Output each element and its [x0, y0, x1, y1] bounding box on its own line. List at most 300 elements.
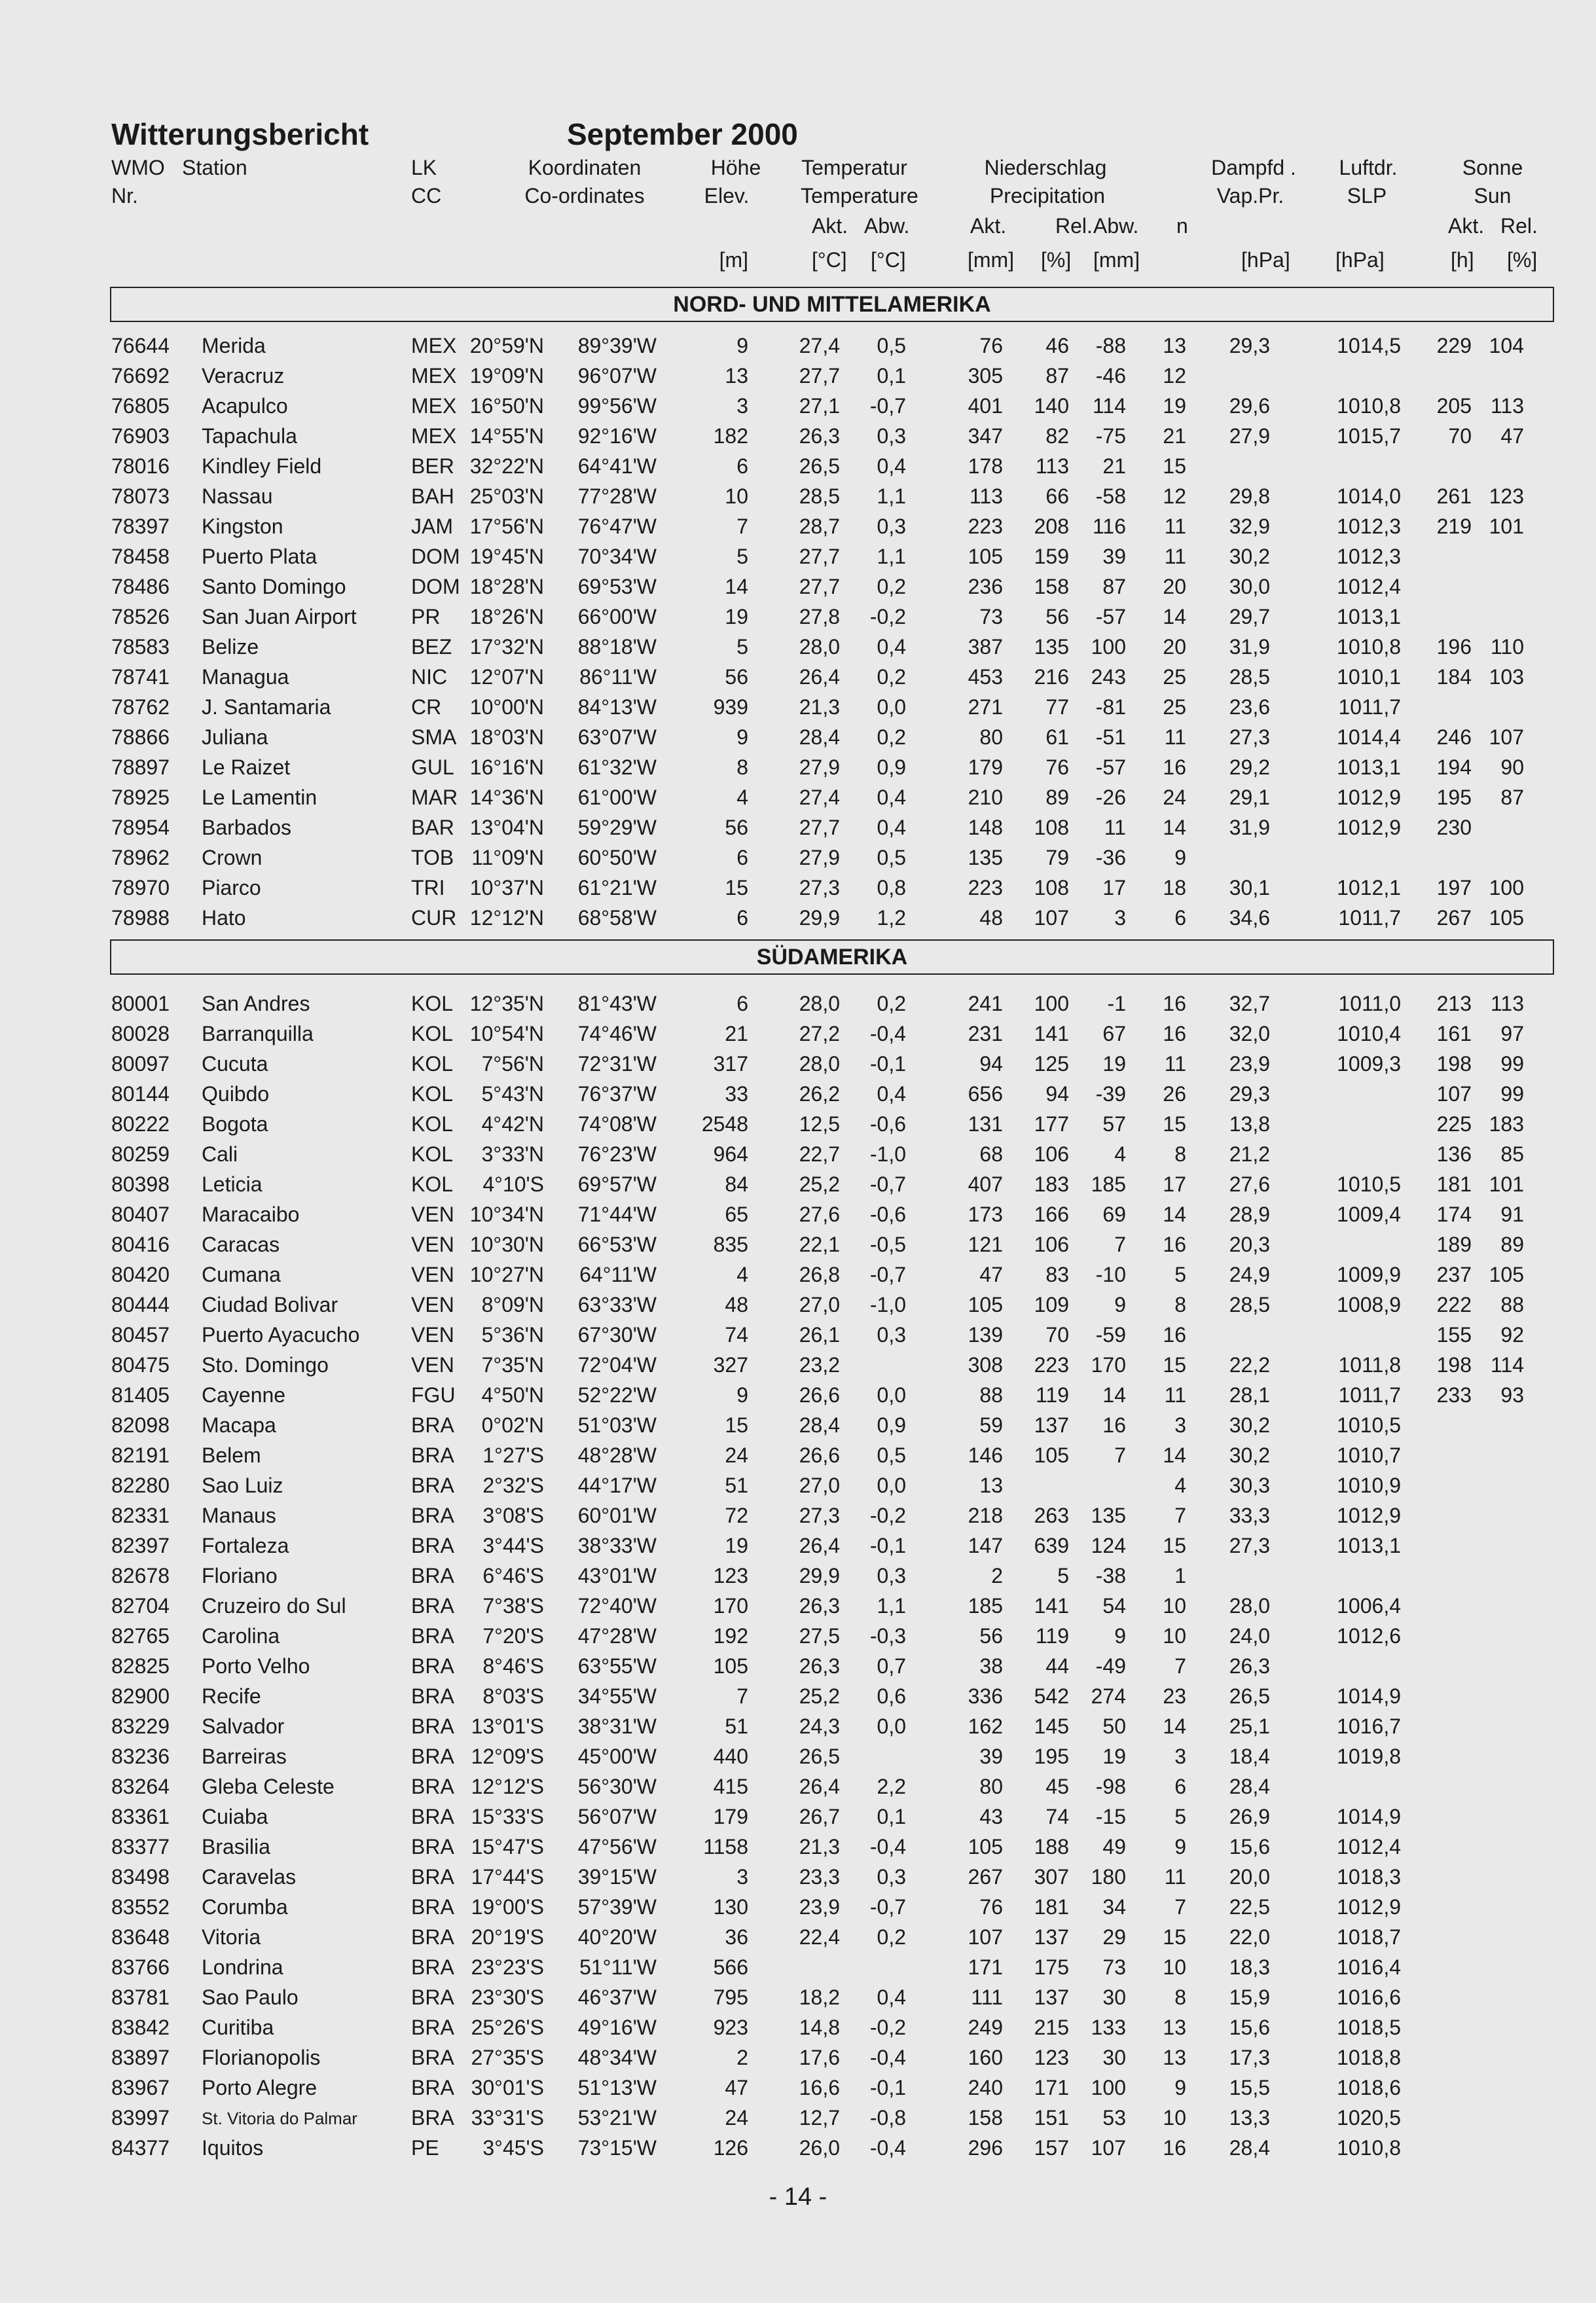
latitude: 1°27'S — [482, 1443, 544, 1467]
temp-mean: 27,9 — [799, 846, 840, 869]
sunshine-rel: 105 — [1489, 906, 1524, 930]
country-code: BRA — [411, 1594, 454, 1618]
precip-amount: 223 — [968, 876, 1003, 899]
latitude: 7°38'S — [482, 1594, 544, 1618]
country-code: CUR — [411, 906, 457, 930]
precip-amount: 656 — [968, 1082, 1003, 1106]
precip-rel: 140 — [1034, 394, 1069, 418]
temp-dev: 0,0 — [877, 1474, 906, 1497]
precip-dev: 14 — [1102, 1383, 1126, 1407]
longitude: 88°18'W — [577, 635, 657, 659]
sea-level-pressure: 1018,5 — [1337, 2016, 1401, 2039]
station-name: Cruzeiro do Sul — [202, 1594, 346, 1618]
precip-days: 6 — [1174, 1775, 1186, 1798]
hdr-h: [h] — [1451, 248, 1474, 272]
temp-dev: 0,5 — [877, 846, 906, 869]
precip-amount: 407 — [968, 1172, 1003, 1196]
precip-amount: 59 — [979, 1413, 1003, 1437]
country-code: SMA — [411, 725, 457, 749]
latitude: 3°44'S — [482, 1534, 544, 1557]
sunshine-rel: 101 — [1489, 515, 1524, 538]
table-row — [0, 1505, 1596, 1535]
wmo-nr: 82191 — [111, 1443, 170, 1467]
vapour-pressure: 29,3 — [1229, 334, 1270, 357]
temp-dev: -0,2 — [869, 1504, 906, 1527]
hdr-sun-rel: Rel. — [1500, 214, 1538, 238]
country-code: BRA — [411, 1624, 454, 1648]
precip-amount: 48 — [979, 906, 1003, 930]
elevation: 36 — [725, 1925, 748, 1949]
table-row — [0, 516, 1596, 546]
temp-dev: 0,4 — [877, 816, 906, 839]
table-row — [0, 1204, 1596, 1234]
station-name: Belem — [202, 1443, 261, 1467]
temp-mean: 26,7 — [799, 1805, 840, 1828]
temp-dev: -0,1 — [869, 1534, 906, 1557]
temp-mean: 25,2 — [799, 1172, 840, 1196]
latitude: 15°47'S — [471, 1835, 544, 1859]
precip-rel: 542 — [1034, 1684, 1069, 1708]
country-code: NIC — [411, 665, 448, 689]
elevation: 4 — [736, 786, 748, 809]
temp-mean: 18,2 — [799, 1986, 840, 2009]
hdr-temp-en: Temperature — [801, 184, 918, 208]
wmo-nr: 82765 — [111, 1624, 170, 1648]
temp-dev: 0,9 — [877, 1413, 906, 1437]
temp-dev: -0,2 — [869, 605, 906, 628]
table-row — [0, 1174, 1596, 1204]
sea-level-pressure: 1006,4 — [1337, 1594, 1401, 1618]
precip-days: 1 — [1174, 1564, 1186, 1587]
precip-days: 11 — [1164, 725, 1186, 749]
precip-dev: 124 — [1091, 1534, 1126, 1557]
vapour-pressure: 34,6 — [1229, 906, 1270, 930]
longitude: 69°53'W — [577, 575, 657, 598]
elevation: 170 — [713, 1594, 748, 1618]
station-name: Ciudad Bolivar — [202, 1293, 338, 1316]
country-code: BAR — [411, 816, 454, 839]
country-code: MEX — [411, 364, 457, 388]
elevation: 130 — [713, 1895, 748, 1919]
sea-level-pressure: 1018,6 — [1337, 2076, 1401, 2099]
precip-amount: 73 — [979, 605, 1003, 628]
precip-dev: -39 — [1095, 1082, 1126, 1106]
sunshine-hours: 197 — [1436, 876, 1472, 899]
longitude: 60°50'W — [577, 846, 657, 869]
elevation: 15 — [725, 1413, 748, 1437]
sunshine-rel: 89 — [1500, 1233, 1524, 1256]
hdr-degc-1: [°C] — [812, 248, 847, 272]
station-name: Hato — [202, 906, 246, 930]
temp-dev: 0,8 — [877, 876, 906, 899]
precip-rel: 263 — [1034, 1504, 1069, 1527]
latitude: 14°36'N — [469, 786, 544, 809]
wmo-nr: 82098 — [111, 1413, 170, 1437]
country-code: BRA — [411, 1835, 454, 1859]
sunshine-rel: 183 — [1489, 1112, 1524, 1136]
longitude: 51°13'W — [577, 2076, 657, 2099]
latitude: 20°19'S — [471, 1925, 544, 1949]
temp-mean: 26,0 — [799, 2136, 840, 2160]
station-name: Cucuta — [202, 1052, 268, 1076]
temp-dev: 0,4 — [877, 1986, 906, 2009]
table-row — [0, 1565, 1596, 1595]
temp-dev: 0,1 — [877, 364, 906, 388]
country-code: MEX — [411, 394, 457, 418]
precip-dev: 4 — [1114, 1142, 1126, 1166]
latitude: 2°32'S — [482, 1474, 544, 1497]
temp-mean: 22,4 — [799, 1925, 840, 1949]
temp-dev: 1,1 — [877, 1594, 906, 1618]
temp-mean: 21,3 — [799, 1835, 840, 1859]
precip-days: 11 — [1164, 545, 1186, 568]
wmo-nr: 80097 — [111, 1052, 170, 1076]
elevation: 19 — [725, 1534, 748, 1557]
precip-amount: 347 — [968, 424, 1003, 448]
longitude: 72°31'W — [577, 1052, 657, 1076]
temp-mean: 27,7 — [799, 364, 840, 388]
precip-dev: -75 — [1095, 424, 1126, 448]
precip-amount: 336 — [968, 1684, 1003, 1708]
sea-level-pressure: 1011,7 — [1338, 695, 1401, 719]
latitude: 14°55'N — [469, 424, 544, 448]
vapour-pressure: 26,9 — [1229, 1805, 1270, 1828]
precip-amount: 241 — [968, 992, 1003, 1015]
precip-rel: 82 — [1045, 424, 1069, 448]
elevation: 51 — [725, 1714, 748, 1738]
wmo-nr: 82900 — [111, 1684, 170, 1708]
wmo-nr: 82825 — [111, 1654, 170, 1678]
elevation: 56 — [725, 816, 748, 839]
country-code: MAR — [411, 786, 458, 809]
temp-dev: 0,4 — [877, 635, 906, 659]
country-code: PE — [411, 2136, 439, 2160]
longitude: 56°07'W — [577, 1805, 657, 1828]
precip-days: 10 — [1163, 1594, 1186, 1618]
latitude: 10°37'N — [469, 876, 544, 899]
precip-days: 11 — [1164, 1383, 1186, 1407]
wmo-nr: 80222 — [111, 1112, 170, 1136]
wmo-nr: 80407 — [111, 1203, 170, 1226]
table-row — [0, 1776, 1596, 1806]
wmo-nr: 78954 — [111, 816, 170, 839]
wmo-nr: 80028 — [111, 1022, 170, 1045]
temp-mean: 27,7 — [799, 816, 840, 839]
precip-days: 26 — [1163, 1082, 1186, 1106]
precip-dev: 274 — [1091, 1684, 1126, 1708]
precip-dev: 185 — [1091, 1172, 1126, 1196]
sea-level-pressure: 1012,9 — [1337, 1504, 1401, 1527]
sea-level-pressure: 1008,9 — [1337, 1293, 1401, 1316]
vapour-pressure: 20,3 — [1229, 1233, 1270, 1256]
precip-days: 8 — [1174, 1986, 1186, 2009]
sunshine-hours: 205 — [1436, 394, 1472, 418]
station-name: Puerto Ayacucho — [202, 1323, 360, 1347]
hdr-wmo: WMO — [111, 156, 165, 179]
wmo-nr: 78962 — [111, 846, 170, 869]
elevation: 5 — [736, 635, 748, 659]
station-name: Fortaleza — [202, 1534, 289, 1557]
temp-mean: 27,6 — [799, 1203, 840, 1226]
table-row — [0, 546, 1596, 576]
precip-dev: 87 — [1102, 575, 1126, 598]
station-name: Salvador — [202, 1714, 285, 1738]
precip-amount: 38 — [979, 1654, 1003, 1678]
wmo-nr: 80398 — [111, 1172, 170, 1196]
precip-days: 14 — [1163, 1443, 1186, 1467]
hdr-nr: Nr. — [111, 184, 138, 208]
precip-amount: 240 — [968, 2076, 1003, 2099]
sea-level-pressure: 1014,9 — [1337, 1684, 1401, 1708]
longitude: 53°21'W — [577, 2106, 657, 2130]
latitude: 7°56'N — [481, 1052, 544, 1076]
sea-level-pressure: 1010,7 — [1337, 1443, 1401, 1467]
temp-mean: 26,3 — [799, 1594, 840, 1618]
station-name: Maracaibo — [202, 1203, 300, 1226]
precip-dev: 135 — [1091, 1504, 1126, 1527]
vapour-pressure: 18,4 — [1229, 1745, 1270, 1768]
longitude: 48°28'W — [577, 1443, 657, 1467]
precip-amount: 80 — [979, 1775, 1003, 1798]
temp-mean: 27,9 — [799, 755, 840, 779]
wmo-nr: 80444 — [111, 1293, 170, 1316]
wmo-nr: 80001 — [111, 992, 170, 1015]
temp-mean: 26,6 — [799, 1443, 840, 1467]
precip-amount: 121 — [968, 1233, 1003, 1256]
station-name: Vitoria — [202, 1925, 261, 1949]
vapour-pressure: 28,4 — [1229, 1775, 1270, 1798]
station-name: Sao Paulo — [202, 1986, 299, 2009]
sea-level-pressure: 1018,3 — [1337, 1865, 1401, 1889]
sea-level-pressure: 1009,9 — [1337, 1263, 1401, 1286]
elevation: 440 — [713, 1745, 748, 1768]
precip-days: 20 — [1163, 635, 1186, 659]
table-row — [0, 757, 1596, 787]
temp-mean: 28,4 — [799, 725, 840, 749]
table-row — [0, 636, 1596, 666]
station-name: J. Santamaria — [202, 695, 331, 719]
precip-amount: 88 — [979, 1383, 1003, 1407]
longitude: 57°39'W — [577, 1895, 657, 1919]
sunshine-hours: 261 — [1436, 484, 1472, 508]
table-row — [0, 847, 1596, 877]
elevation: 14 — [725, 575, 748, 598]
precip-dev: 17 — [1102, 876, 1126, 899]
table-row — [0, 666, 1596, 697]
table-row — [0, 697, 1596, 727]
temp-mean: 28,0 — [799, 992, 840, 1015]
sea-level-pressure: 1010,8 — [1337, 635, 1401, 659]
sea-level-pressure: 1010,5 — [1337, 1413, 1401, 1437]
vapour-pressure: 33,3 — [1229, 1504, 1270, 1527]
latitude: 10°30'N — [469, 1233, 544, 1256]
country-code: BRA — [411, 1925, 454, 1949]
vapour-pressure: 26,3 — [1229, 1654, 1270, 1678]
longitude: 99°56'W — [577, 394, 657, 418]
wmo-nr: 80259 — [111, 1142, 170, 1166]
latitude: 10°34'N — [469, 1203, 544, 1226]
country-code: KOL — [411, 1082, 454, 1106]
hdr-temp-de: Temperatur — [801, 156, 907, 179]
elevation: 2 — [736, 2046, 748, 2069]
station-name: Recife — [202, 1684, 261, 1708]
latitude: 3°45'S — [482, 2136, 544, 2160]
precip-amount: 401 — [968, 394, 1003, 418]
vapour-pressure: 22,0 — [1229, 1925, 1270, 1949]
hdr-cc: CC — [411, 184, 442, 208]
longitude: 38°33'W — [577, 1534, 657, 1557]
hdr-temp-akt: Akt. — [812, 214, 848, 238]
longitude: 77°28'W — [577, 484, 657, 508]
longitude: 51°03'W — [577, 1413, 657, 1437]
precip-rel: 106 — [1034, 1142, 1069, 1166]
temp-dev: 0,5 — [877, 334, 906, 357]
station-name: Piarco — [202, 876, 261, 899]
vapour-pressure: 17,3 — [1229, 2046, 1270, 2069]
temp-dev: 0,6 — [877, 1684, 906, 1708]
vapour-pressure: 27,3 — [1229, 725, 1270, 749]
station-name: Corumba — [202, 1895, 288, 1919]
sunshine-hours: 219 — [1436, 515, 1472, 538]
sea-level-pressure: 1016,6 — [1337, 1986, 1401, 2009]
country-code: GUL — [411, 755, 454, 779]
temp-mean: 26,4 — [799, 665, 840, 689]
precip-days: 14 — [1163, 1203, 1186, 1226]
country-code: PR — [411, 605, 441, 628]
sunshine-rel: 103 — [1489, 665, 1524, 689]
elevation: 9 — [736, 1383, 748, 1407]
sunshine-hours: 213 — [1436, 992, 1472, 1015]
temp-dev: 0,4 — [877, 454, 906, 478]
temp-dev: 0,5 — [877, 1443, 906, 1467]
latitude: 12°07'N — [469, 665, 544, 689]
country-code: BER — [411, 454, 454, 478]
precip-days: 18 — [1163, 876, 1186, 899]
precip-dev: 54 — [1102, 1594, 1126, 1618]
hdr-nied: Niederschlag — [984, 156, 1107, 179]
country-code: TOB — [411, 846, 454, 869]
hdr-pct-1: [%] — [1041, 248, 1072, 272]
table-row — [0, 1445, 1596, 1475]
precip-amount: 56 — [979, 1624, 1003, 1648]
sea-level-pressure: 1011,8 — [1338, 1353, 1401, 1377]
station-name: Bogota — [202, 1112, 268, 1136]
table-row — [0, 1716, 1596, 1746]
longitude: 46°37'W — [577, 1986, 657, 2009]
hdr-nied-abw: Abw. — [1093, 214, 1139, 238]
precip-amount: 105 — [968, 545, 1003, 568]
precip-rel: 141 — [1034, 1594, 1069, 1618]
table-row — [0, 1144, 1596, 1174]
precip-days: 3 — [1174, 1745, 1186, 1768]
wmo-nr: 84377 — [111, 2136, 170, 2160]
hdr-elev: Elev. — [704, 184, 750, 208]
wmo-nr: 76692 — [111, 364, 170, 388]
table-row — [0, 993, 1596, 1023]
precip-rel: 223 — [1034, 1353, 1069, 1377]
vapour-pressure: 15,9 — [1229, 1986, 1270, 2009]
country-code: JAM — [411, 515, 453, 538]
table-row — [0, 877, 1596, 907]
precip-dev: 50 — [1102, 1714, 1126, 1738]
precip-days: 16 — [1163, 755, 1186, 779]
station-name: Sao Luiz — [202, 1474, 283, 1497]
table-row — [0, 2047, 1596, 2077]
latitude: 7°35'N — [481, 1353, 544, 1377]
precip-rel: 76 — [1045, 755, 1069, 779]
longitude: 59°29'W — [577, 816, 657, 839]
sea-level-pressure: 1012,9 — [1337, 1895, 1401, 1919]
sea-level-pressure: 1012,9 — [1337, 816, 1401, 839]
precip-rel: 100 — [1034, 992, 1069, 1015]
elevation: 6 — [736, 846, 748, 869]
station-name: Caravelas — [202, 1865, 297, 1889]
elevation: 923 — [713, 2016, 748, 2039]
elevation: 415 — [713, 1775, 748, 1798]
precip-days: 8 — [1174, 1293, 1186, 1316]
wmo-nr: 82331 — [111, 1504, 170, 1527]
sunshine-hours: 229 — [1436, 334, 1472, 357]
elevation: 192 — [713, 1624, 748, 1648]
table-row — [0, 2137, 1596, 2167]
precip-days: 12 — [1163, 364, 1186, 388]
temp-mean: 27,0 — [799, 1293, 840, 1316]
longitude: 96°07'W — [577, 364, 657, 388]
elevation: 1158 — [703, 1835, 748, 1859]
elevation: 964 — [713, 1142, 748, 1166]
country-code: KOL — [411, 1052, 454, 1076]
station-name: Carolina — [202, 1624, 280, 1648]
table-row — [0, 1114, 1596, 1144]
precip-rel: 66 — [1045, 484, 1069, 508]
wmo-nr: 78073 — [111, 484, 170, 508]
precip-rel: 45 — [1045, 1775, 1069, 1798]
elevation: 9 — [736, 725, 748, 749]
country-code: BRA — [411, 2106, 454, 2130]
precip-dev: 21 — [1102, 454, 1126, 478]
sunshine-rel: 93 — [1500, 1383, 1524, 1407]
sea-level-pressure: 1015,7 — [1337, 424, 1401, 448]
station-name: Kindley Field — [202, 454, 322, 478]
station-name: Porto Velho — [202, 1654, 310, 1678]
country-code: BRA — [411, 1775, 454, 1798]
precip-rel: 215 — [1034, 2016, 1069, 2039]
vapour-pressure: 27,6 — [1229, 1172, 1270, 1196]
elevation: 13 — [725, 364, 748, 388]
country-code: KOL — [411, 1112, 454, 1136]
precip-dev: -58 — [1095, 484, 1126, 508]
country-code: DOM — [411, 545, 460, 568]
latitude: 23°30'S — [471, 1986, 544, 2009]
elevation: 48 — [725, 1293, 748, 1316]
temp-dev: 0,4 — [877, 1082, 906, 1106]
latitude: 19°09'N — [469, 364, 544, 388]
sunshine-hours: 194 — [1436, 755, 1472, 779]
sea-level-pressure: 1018,7 — [1337, 1925, 1401, 1949]
precip-amount: 296 — [968, 2136, 1003, 2160]
country-code: VEN — [411, 1263, 454, 1286]
longitude: 48°34'W — [577, 2046, 657, 2069]
elevation: 3 — [736, 394, 748, 418]
table-row — [0, 395, 1596, 426]
elevation: 9 — [736, 334, 748, 357]
longitude: 66°53'W — [577, 1233, 657, 1256]
temp-dev: -0,7 — [869, 1263, 906, 1286]
precip-days: 13 — [1163, 2016, 1186, 2039]
temp-mean: 23,2 — [799, 1353, 840, 1377]
longitude: 51°11'W — [579, 1955, 657, 1979]
temp-dev: 0,0 — [877, 695, 906, 719]
